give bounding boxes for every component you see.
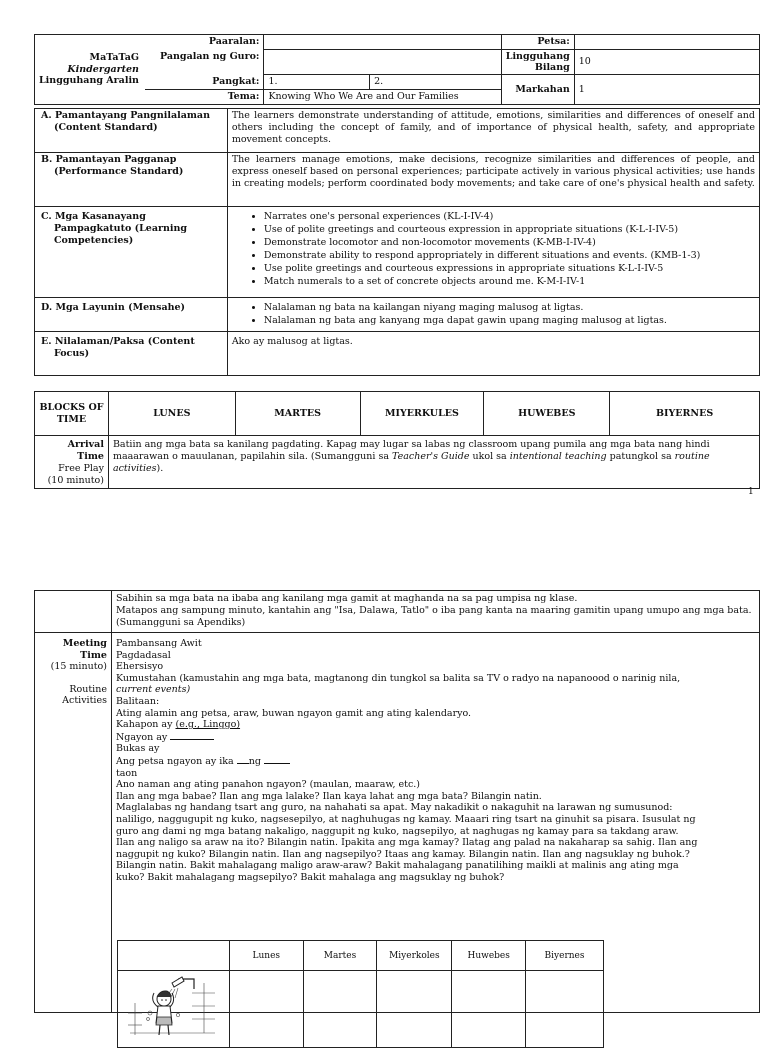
school-block	[35, 35, 145, 105]
petsa-text: Ang petsa ngayon ay ika	[115, 755, 237, 767]
meeting-line: Balitaan:	[115, 695, 160, 707]
ngayon-text: Ngayon ay	[115, 731, 168, 743]
chart-day-miyerkoles: Miyerkoles	[377, 941, 452, 971]
cont-line: Matapos ang sampung minuto, kantahin ang "Isa, Dalawa, Tatlo" o iba pang kanta na maaring gamitin upang umupo ang mga bata. (Sumangguni sa Apendiks)	[115, 604, 752, 628]
day-header-miyerkules: MIYERKULES	[360, 392, 484, 436]
list-item: • Use of polite greetings and courteous expression in appropriate situations (K-L-I-IV-5)	[264, 224, 755, 236]
chart-cell-martes[interactable]	[303, 971, 377, 1048]
content-standard-label	[35, 109, 228, 153]
meeting-line: taon	[115, 767, 138, 779]
markahan-label: Markahan	[501, 75, 574, 105]
arrival-time-text	[108, 436, 759, 489]
objectives-label: D. Mga Layunin (Mensahe)	[35, 298, 228, 332]
chart-cell-lunes[interactable]	[229, 971, 303, 1048]
blocks-of-time-header	[35, 392, 109, 436]
content-focus-text: Ako ay malusog at ligtas.	[227, 332, 759, 376]
kahapon-example: (e.g., Linggo)	[175, 719, 241, 731]
schedule-table	[34, 391, 760, 489]
tema-value: Knowing Who We Are and Our Families	[264, 90, 501, 105]
meeting-label-2: Time	[80, 649, 107, 661]
list-item: • Demonstrate ability to respond appropriately in different situations and events. (KMB-1-3)	[264, 250, 755, 262]
e-label: E. Nilalaman/Paksa (Content	[41, 336, 195, 347]
meeting-line: guro ang dami ng mga batang nakaligo, naggupit ng kuko, nagsepilyo, at naghugas ng kamay para sa takdang araw.	[115, 825, 679, 837]
b-label: B. Pamantayan Pagganap	[41, 154, 177, 165]
bathing-illustration-cell	[117, 971, 229, 1048]
content-standard-text: The learners demonstrate understanding of attitude, emotions, similarities and differences of oneself and others including the concept of family, and of importance of physical health, safety, and appropriate movement concepts.	[227, 109, 759, 153]
c-sub2: Competencies)	[54, 235, 134, 246]
arrival-sub1: Free Play	[58, 463, 104, 474]
meeting-line: current events)	[115, 684, 191, 696]
guro-field[interactable]	[264, 50, 501, 75]
kahapon-text: Kahapon ay	[115, 719, 176, 731]
meeting-time-content	[111, 633, 759, 1013]
blank-line[interactable]	[264, 755, 290, 764]
day-header-huwebes: HUWEBES	[484, 392, 610, 436]
meeting-line: Pagdadasal	[115, 649, 171, 661]
arrival-text-em: routine activities	[112, 451, 710, 474]
pangkat-label: Pangkat:	[145, 75, 264, 90]
petsa-field[interactable]	[574, 35, 759, 50]
chart-cell-huwebes[interactable]	[452, 971, 526, 1048]
cont-line: Sabihin sa mga bata na ibaba ang kanilang mga gamit at maghanda na sa pag umpisa ng klase.	[115, 593, 578, 604]
competencies-list-cell	[227, 207, 759, 298]
meeting-line: naliligo, naggugupit ng kuko, nagsesepilyo, at naghuhugas ng kamay. Maaari ring tsart na ginuhit sa pisara. Isusulat ng	[115, 813, 696, 825]
chart-day-biyernes: Biyernes	[526, 941, 604, 971]
chart-corner	[117, 941, 229, 971]
arrival-sub2: (10 minuto)	[47, 475, 104, 486]
markahan-value: 1	[574, 75, 759, 105]
blocks-label-1: BLOCKS OF	[39, 402, 104, 413]
arrival-text-part: patungkol sa	[606, 451, 675, 462]
child-bathing-icon	[120, 973, 220, 1041]
page-number: 1	[748, 487, 754, 497]
performance-standard-label	[35, 153, 228, 207]
paaralan-label: Paaralan:	[145, 35, 264, 50]
meeting-line	[116, 731, 755, 744]
blank-line[interactable]	[237, 755, 249, 764]
chart-day-lunes: Lunes	[229, 941, 303, 971]
list-item: • Use polite greetings and courteous expressions in appropriate situations K-L-I-IV-5	[264, 263, 755, 275]
meeting-line: Ano naman ang ating panahon ngayon? (maulan, maaraw, etc.)	[115, 779, 420, 791]
day-header-martes: MARTES	[235, 392, 360, 436]
routine-label-2: Activities	[62, 695, 107, 707]
meeting-sub: (15 minuto)	[50, 661, 107, 673]
meeting-line: Bukas ay	[115, 743, 160, 755]
hygiene-chart	[117, 940, 604, 1048]
objectives-list	[232, 302, 755, 327]
b-sub: (Performance Standard)	[54, 166, 184, 177]
continuation-text	[111, 591, 759, 633]
c-label: C. Mga Kasanayang	[41, 211, 146, 222]
a-label: A. Pamantayang Pangnilalaman	[41, 110, 210, 121]
doc-type: Lingguhang Aralin	[39, 75, 139, 87]
lingguhang-text: Lingguhang	[505, 51, 570, 62]
routine-label-1: Routine	[69, 683, 107, 695]
meeting-line: Ehersisyo	[115, 661, 164, 673]
meeting-line: Ilan ang naligo sa araw na ito? Bilangin natin. Ipakita ang mga kamay? Ilatag ang palad na nakaharap sa sahig. Ilan ang	[115, 837, 698, 849]
page2-table	[34, 590, 760, 1013]
paaralan-field[interactable]	[264, 35, 501, 50]
school-level: Kindergarten	[67, 63, 139, 75]
competencies-label	[35, 207, 228, 298]
day-header-lunes: LUNES	[108, 392, 235, 436]
chart-cell-biyernes[interactable]	[526, 971, 604, 1048]
arrival-time-label	[35, 436, 109, 489]
meeting-line: Ilan ang mga babae? Ilan ang mga lalake? Ilan kaya lahat ang mga bata? Bilangin natin.	[115, 790, 542, 802]
blank-line[interactable]	[170, 731, 214, 740]
meeting-line: kuko? Bakit mahalagang magsepilyo? Bakit mahalaga ang magsuklay ng buhok?	[115, 871, 505, 883]
meeting-label-1: Meeting	[62, 638, 107, 649]
guro-label: Pangalan ng Guro:	[145, 50, 264, 75]
objectives-list-cell	[227, 298, 759, 332]
meeting-line	[116, 719, 755, 731]
meeting-line: Kumustahan (kamustahin ang mga bata, magtanong din tungkol sa balita sa TV o radyo na napanoood o narinig nila,	[115, 672, 681, 684]
standards-table	[34, 108, 760, 376]
meeting-line: Ating alamin ang petsa, araw, buwan ngayon gamit ang ating kalendaryo.	[115, 707, 472, 719]
content-focus-label	[35, 332, 228, 376]
header-table	[34, 34, 760, 105]
arrival-label: Arrival Time	[67, 439, 104, 462]
meeting-line: Pambansang Awit	[115, 638, 202, 649]
arrival-text-em: intentional teaching	[509, 451, 607, 462]
arrival-text-part: Batiin ang mga bata sa kanilang pagdating. Kapag may lugar sa labas ng classroom upang pumila ang mga bata nang hindi maaarawan o mauulanan, papilahin sila. (Sumangguni sa	[112, 439, 710, 462]
meeting-line: Bilangin natin. Bakit mahalagang maligo araw-araw? Bakit mahalagang panatilihing maikli at malinis ang ating mga	[115, 860, 679, 872]
meeting-time-label	[35, 633, 112, 1013]
chart-day-huwebes: Huwebes	[452, 941, 526, 971]
continuation-label	[35, 591, 112, 633]
a-sub: (Content Standard)	[54, 122, 158, 133]
tema-label: Tema:	[145, 90, 264, 105]
c-sub1: Pampagkatuto (Learning	[54, 223, 188, 234]
performance-standard-text: The learners manage emotions, make decisions, recognize similarities and differences of people, and express oneself based on personal experiences; participate actively in various physical activities; use hands in creating models; perform coordinated body movements; and take care of one's physical health and safety.	[227, 153, 759, 207]
meeting-line: Maglalabas ng handang tsart ang guro, na nahahati sa apat. May nakadikit o nakaguhit na larawan ng sumusunod:	[115, 802, 673, 814]
pangkat-1[interactable]: 1.	[264, 75, 370, 90]
list-item: • Nalalaman ng bata na kailangan niyang maging malusog at ligtas.	[264, 302, 755, 314]
meeting-line	[116, 755, 755, 768]
arrival-text-part: ukol sa	[469, 451, 510, 462]
list-item: • Narrates one's personal experiences (KL-I-IV-4)	[264, 211, 755, 223]
day-header-biyernes: BIYERNES	[610, 392, 760, 436]
chart-cell-miyerkoles[interactable]	[377, 971, 452, 1048]
list-item: • Demonstrate locomotor and non-locomotor movements (K-MB-I-IV-4)	[264, 237, 755, 249]
meeting-line: naggupit ng kuko? Bilangin natin. Ilan ang nagsepilyo? Itaas ang kamay. Bilangin natin. Ilan ang nagsuklay ng buhok.?	[115, 848, 690, 860]
ng-text: ng	[248, 755, 261, 767]
petsa-label: Petsa:	[501, 35, 574, 50]
list-item: • Nalalaman ng bata ang kanyang mga dapat gawin upang maging malusog at ligtas.	[264, 315, 755, 327]
pangkat-2[interactable]: 2.	[370, 75, 502, 90]
school-name: MaTaTaG	[89, 52, 139, 64]
bilang-text: Bilang	[534, 62, 570, 73]
arrival-text-part: ).	[156, 463, 164, 474]
competencies-list	[232, 211, 755, 288]
lingguhang-value: 10	[574, 50, 759, 75]
e-sub: Focus)	[54, 348, 90, 359]
list-item: • Match numerals to a set of concrete objects around me. K-M-I-IV-1	[264, 276, 755, 288]
lingguhang-label	[501, 50, 574, 75]
arrival-text-em: Teacher's Guide	[392, 451, 470, 462]
chart-day-martes: Martes	[303, 941, 377, 971]
blocks-label-2: TIME	[56, 413, 87, 425]
